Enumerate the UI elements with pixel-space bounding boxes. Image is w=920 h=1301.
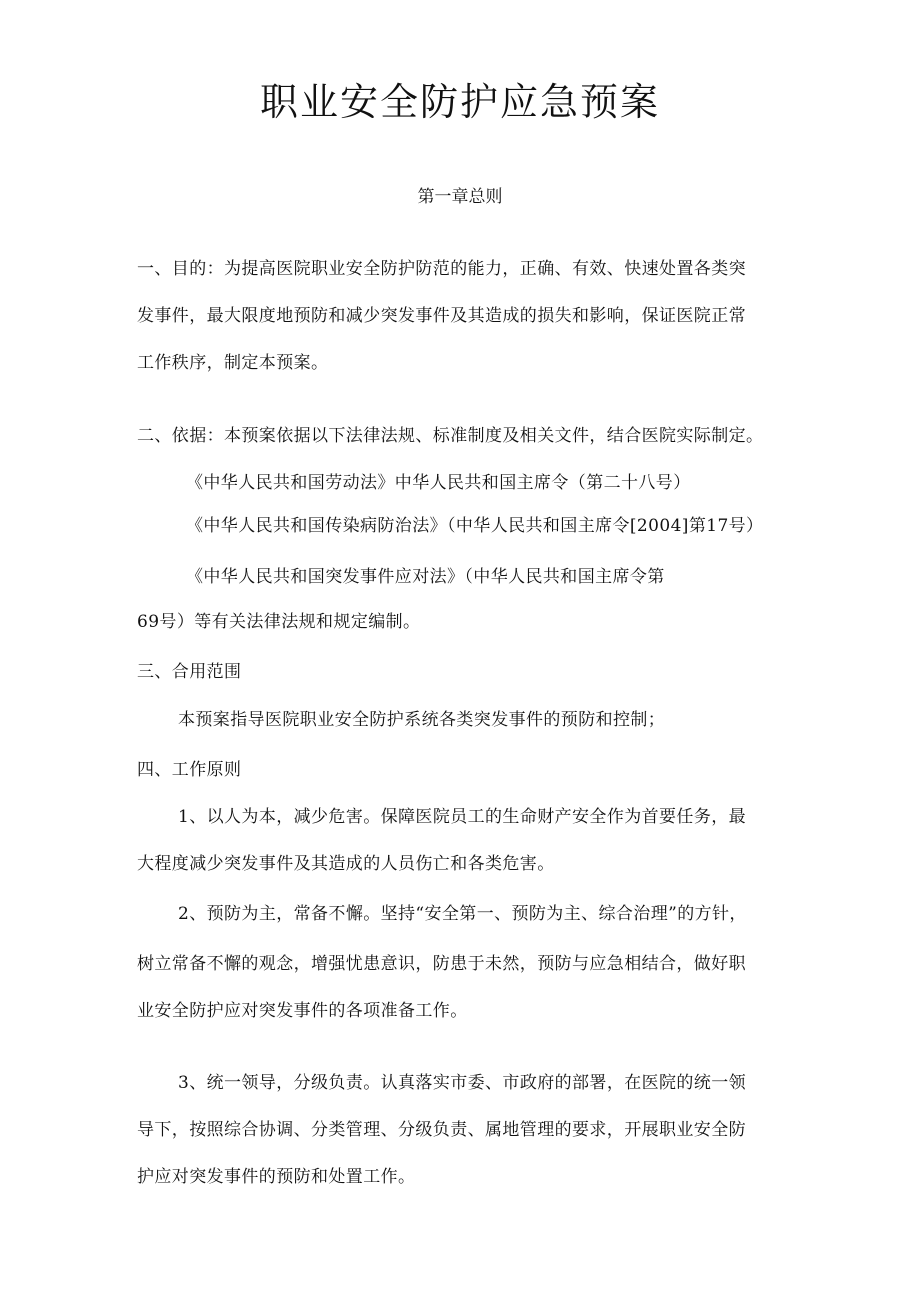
paragraph-line: 导下，按照综合协调、分类管理、分级负责、属地管理的要求，开展职业安全防 — [137, 1120, 746, 1140]
section-heading: 三、合用范围 — [137, 662, 242, 682]
law-reference-line: 《中华人民共和国突发事件应对法》（中华人民共和国主席令第 — [186, 567, 665, 587]
paragraph-line: 2、预防为主，常备不懈。坚持“安全第一、预防为主、综合治理”的方针， — [178, 904, 747, 924]
paragraph-line: 二、依据：本预案依据以下法律法规、标准制度及相关文件，结合医院实际制定。 — [137, 426, 764, 446]
paragraph-line: 1、以人为本，减少危害。保障医院员工的生命财产安全作为首要任务，最 — [178, 807, 747, 827]
paragraph-line: 3、统一领导，分级负责。认真落实市委、市政府的部署，在医院的统一领 — [178, 1073, 747, 1093]
document-title: 职业安全防护应急预案 — [259, 80, 660, 124]
paragraph-line: 护应对突发事件的预防和处置工作。 — [137, 1167, 416, 1187]
paragraph-line: 本预案指导医院职业安全防护系统各类突发事件的预防和控制； — [178, 710, 666, 730]
section-heading: 四、工作原则 — [137, 760, 242, 780]
chapter-heading: 第一章总则 — [417, 187, 503, 207]
paragraph-line: 工作秩序，制定本预案。 — [137, 353, 329, 373]
paragraph-line: 树立常备不懈的观念，增强忧患意识，防患于未然，预防与应急相结合，做好职 — [137, 954, 746, 974]
paragraph-line: 业安全防护应对突发事件的各项准备工作。 — [137, 1001, 468, 1021]
paragraph-line: 大程度减少突发事件及其造成的人员伤亡和各类危害。 — [137, 854, 555, 874]
paragraph-line: 发事件，最大限度地预防和减少突发事件及其造成的损失和影响，保证医院正常 — [137, 306, 746, 326]
paragraph-line: 一、目的：为提高医院职业安全防护防范的能力，正确、有效、快速处置各类突 — [137, 259, 746, 279]
paragraph-line: 69号）等有关法律法规和规定编制。 — [137, 612, 421, 632]
law-reference-line: 《中华人民共和国传染病防治法》（中华人民共和国主席令[2004]第17号） — [186, 516, 764, 536]
law-reference-line: 《中华人民共和国劳动法》中华人民共和国主席令（第二十八号） — [186, 473, 691, 493]
